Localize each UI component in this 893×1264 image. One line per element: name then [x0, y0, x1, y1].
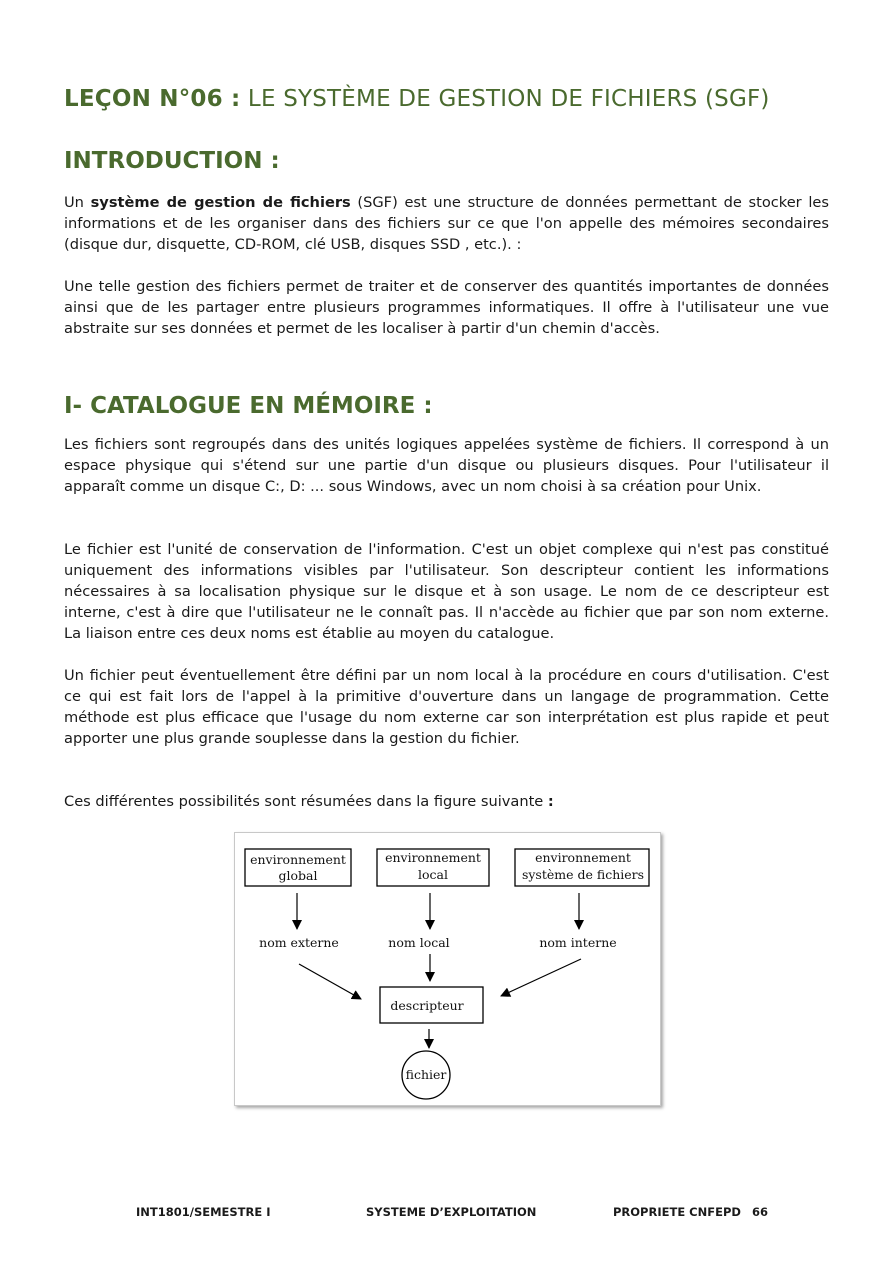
arrow-externe-to-descripteur [299, 964, 361, 999]
box-local-line2: local [418, 867, 448, 882]
label-nom-externe: nom externe [259, 935, 339, 950]
lesson-title [64, 86, 770, 112]
box-sgf-line2: système de fichiers [521, 867, 645, 882]
lesson-title-prefix: LEÇON N°06 : [64, 86, 241, 112]
footer-course-code: INT1801/SEMESTRE I [136, 1205, 271, 1219]
label-fichier: fichier [405, 1067, 447, 1082]
box-global-line1: environnement [250, 852, 346, 867]
label-nom-interne: nom interne [539, 935, 617, 950]
box-sgf-line1: environnement [535, 850, 631, 865]
introduction-heading: INTRODUCTION : [64, 148, 280, 174]
footer-page-number: 66 [752, 1205, 769, 1219]
label-nom-local: nom local [388, 935, 450, 950]
section-paragraph-1: Les fichiers sont regroupés dans des unités logiques appelées système de fichiers. Il correspond à un espace physique qui s'étend sur une partie d'un disque ou plusieurs disques. Pour l'utilisateur il apparaît comme un disque C:, D: ... sous Windows, avec un nom choisi à sa création pour Unix. [64, 436, 829, 495]
section-paragraph-4: Ces différentes possibilités sont résumées dans la figure suivante : [64, 793, 554, 810]
section-paragraph-3: Un fichier peut éventuellement être défini par un nom local à la procédure en cours d'utilisation. C'est ce qui est fait lors de l'appel à la primitive d'ouverture dans un langage de programmation. Cette méthode est plus efficace que l'usage du nom externe car son interprétation est plus rapide et peut apporter une plus grande souplesse dans la gestion du fichier. [64, 667, 829, 747]
footer-owner: PROPRIETE CNFEPD [613, 1205, 741, 1219]
catalogue-diagram [234, 832, 661, 1106]
box-global-line2: global [278, 868, 318, 883]
sgf-term: système de gestion de fichiers [90, 194, 351, 211]
section-catalogue-heading: I- CATALOGUE EN MÉMOIRE : [64, 393, 433, 419]
footer-course-title: SYSTEME D’EXPLOITATION [366, 1205, 537, 1219]
section-paragraph-2: Le fichier est l'unité de conservation de l'information. C'est un objet complexe qui n'est pas constitué uniquement des informations visibles par l'utilisateur. Son descripteur contient les informations nécessaires à sa localisation physique sur le disque et à son usage. Le nom de ce descripteur est interne, c'est à dire que l'utilisateur ne le connaît pas. Il n'accède au fichier que par son nom externe. La liaison entre ces deux noms est établie au moyen du catalogue. [64, 541, 829, 642]
introduction-paragraph-2: Une telle gestion des fichiers permet de traiter et de conserver des quantités importantes de données ainsi que de les partager entre plusieurs programmes informatiques. Il offre à l'utilisateur une vue abstraite sur ses données et permet de les localiser à partir d'un chemin d'accès. [64, 278, 829, 337]
lesson-title-text: LE SYSTÈME DE GESTION DE FICHIERS (SGF) [240, 86, 770, 112]
label-descripteur: descripteur [390, 998, 464, 1013]
introduction-paragraph-1: Un système de gestion de fichiers (SGF) est une structure de données permettant de stocker les informations et de les organiser dans des fichiers sur ce que l'on appelle des mémoires secondaires (disque dur, disquette, CD-ROM, clé USB, disques SSD , etc.). : [64, 194, 829, 253]
arrow-interne-to-descripteur [501, 959, 581, 996]
box-local-line1: environnement [385, 850, 481, 865]
